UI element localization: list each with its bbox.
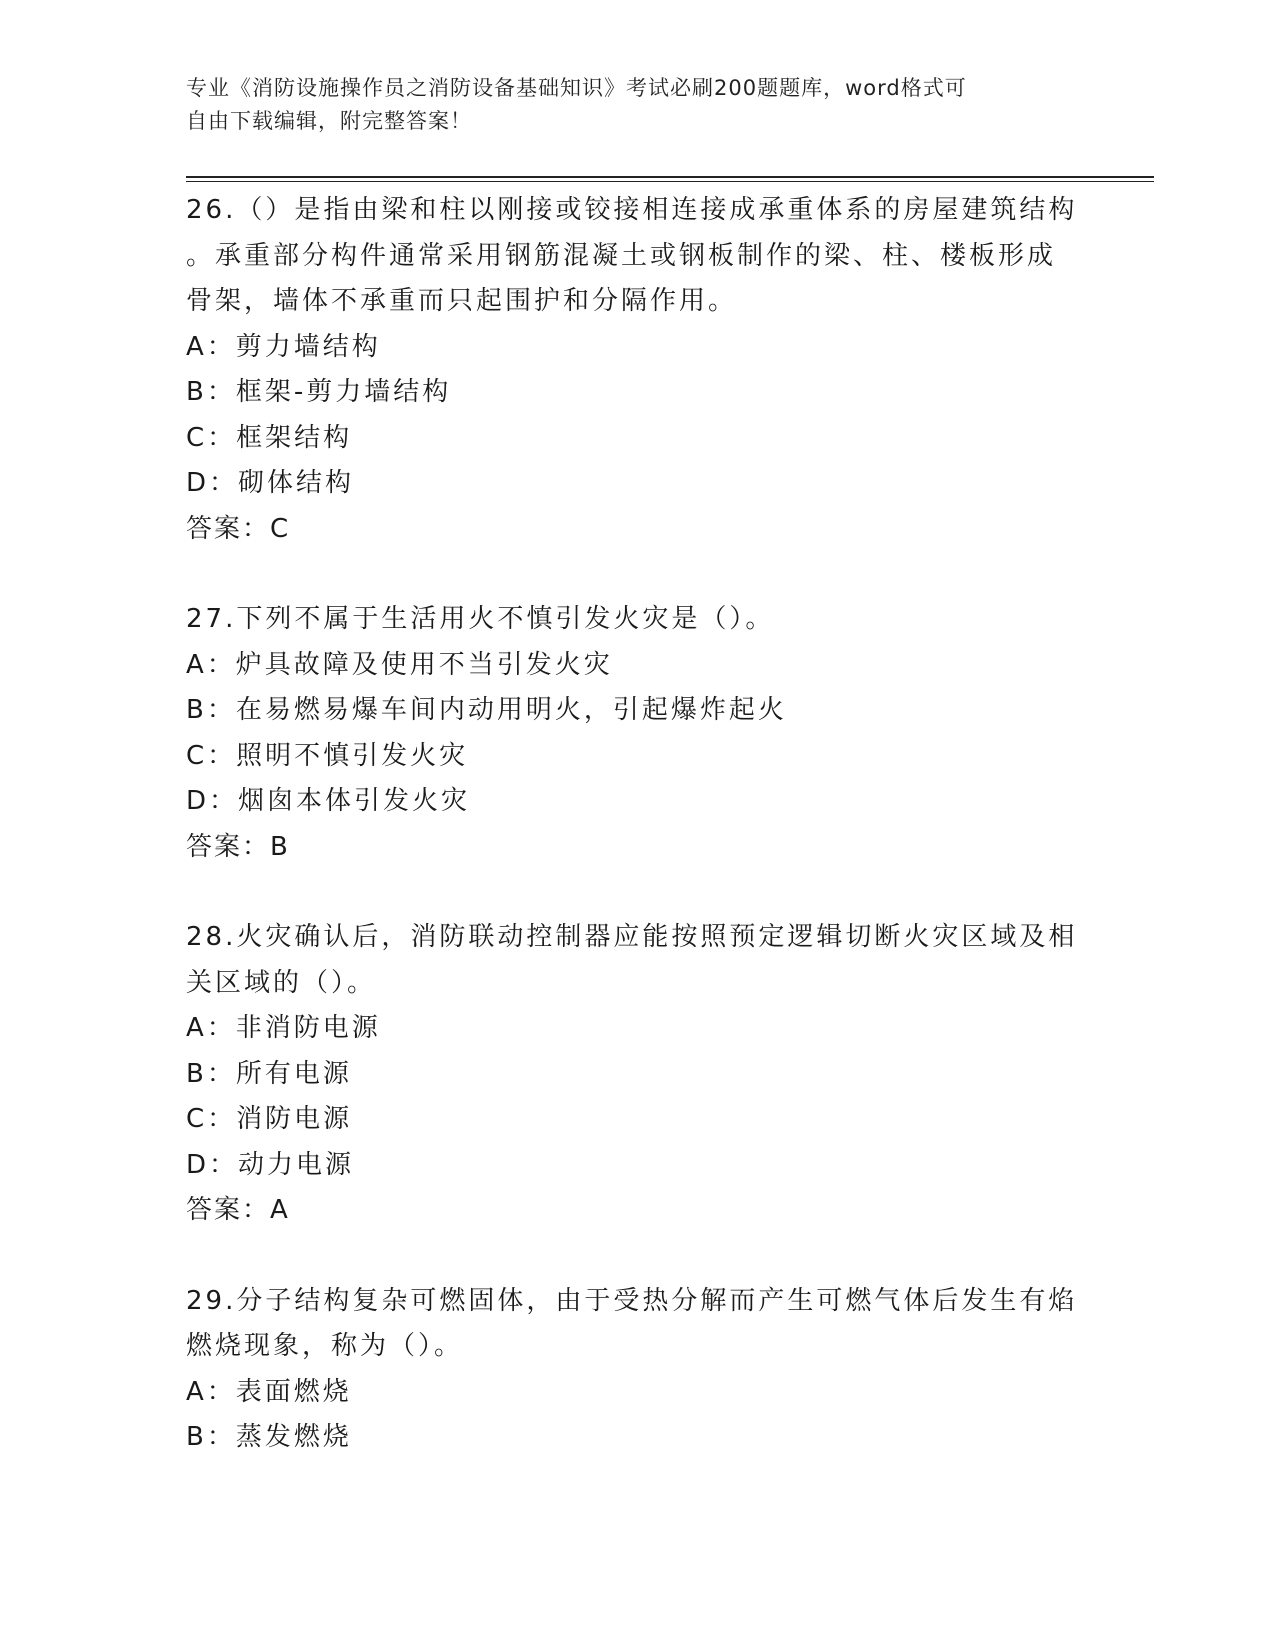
option-b: B：蒸发燃烧	[186, 1422, 352, 1452]
option-c: C：框架结构	[186, 422, 353, 453]
option-b: B：在易燃易爆车间内动用明火，引起爆炸起火	[186, 695, 787, 725]
stem-line: 26.（）是指由梁和柱以刚接或铰接相连接成承重体系的房屋建筑结构	[186, 195, 1078, 225]
stem-line: 燃烧现象，称为（）。	[186, 1331, 464, 1361]
option-d: D：砌体结构	[186, 468, 355, 498]
question-stem	[186, 188, 1086, 325]
question-26	[186, 188, 1086, 552]
option-b: B：所有电源	[186, 1058, 352, 1089]
question-29	[186, 1279, 1086, 1461]
stem-line: 骨架，墙体不承重而只起围护和分隔作用。	[186, 286, 738, 316]
option-c: C：照明不慎引发火灾	[186, 740, 469, 771]
option-b: B：框架-剪力墙结构	[186, 377, 452, 407]
stem-line: 29.分子结构复杂可燃固体，由于受热分解而产生可燃气体后发生有焰	[186, 1285, 1078, 1316]
option-c: C：消防电源	[186, 1104, 353, 1134]
stem-line: 27.下列不属于生活用火不慎引发火灾是（）。	[186, 604, 775, 634]
header-divider-thin	[186, 181, 1154, 182]
answer: 答案：B	[186, 831, 290, 862]
stem-line: 。承重部分构件通常采用钢筋混凝土或钢板制作的梁、柱、楼板形成	[186, 240, 1057, 271]
question-list	[186, 188, 1086, 1461]
header-divider-thick	[186, 176, 1154, 178]
question-28	[186, 915, 1086, 1234]
option-a: A：表面燃烧	[186, 1376, 352, 1407]
answer: 答案：A	[186, 1195, 290, 1225]
option-a: A：炉具故障及使用不当引发火灾	[186, 649, 613, 680]
option-d: D：动力电源	[186, 1149, 355, 1180]
header-line-1: 专业《消防设施操作员之消防设备基础知识》考试必刷200题题库，word格式可	[186, 76, 967, 100]
question-stem	[186, 915, 1086, 1006]
question-stem	[186, 1279, 1086, 1370]
header-line-2: 自由下载编辑，附完整答案！	[186, 109, 472, 133]
stem-line: 关区域的（）。	[186, 967, 377, 998]
question-27	[186, 597, 1086, 870]
stem-line: 28.火灾确认后，消防联动控制器应能按照预定逻辑切断火灾区域及相	[186, 922, 1078, 952]
option-a: A：剪力墙结构	[186, 331, 381, 362]
option-d: D：烟囱本体引发火灾	[186, 786, 471, 816]
question-stem	[186, 597, 1086, 643]
answer: 答案：C	[186, 513, 291, 544]
option-a: A：非消防电源	[186, 1013, 381, 1043]
document-header	[186, 72, 1086, 138]
